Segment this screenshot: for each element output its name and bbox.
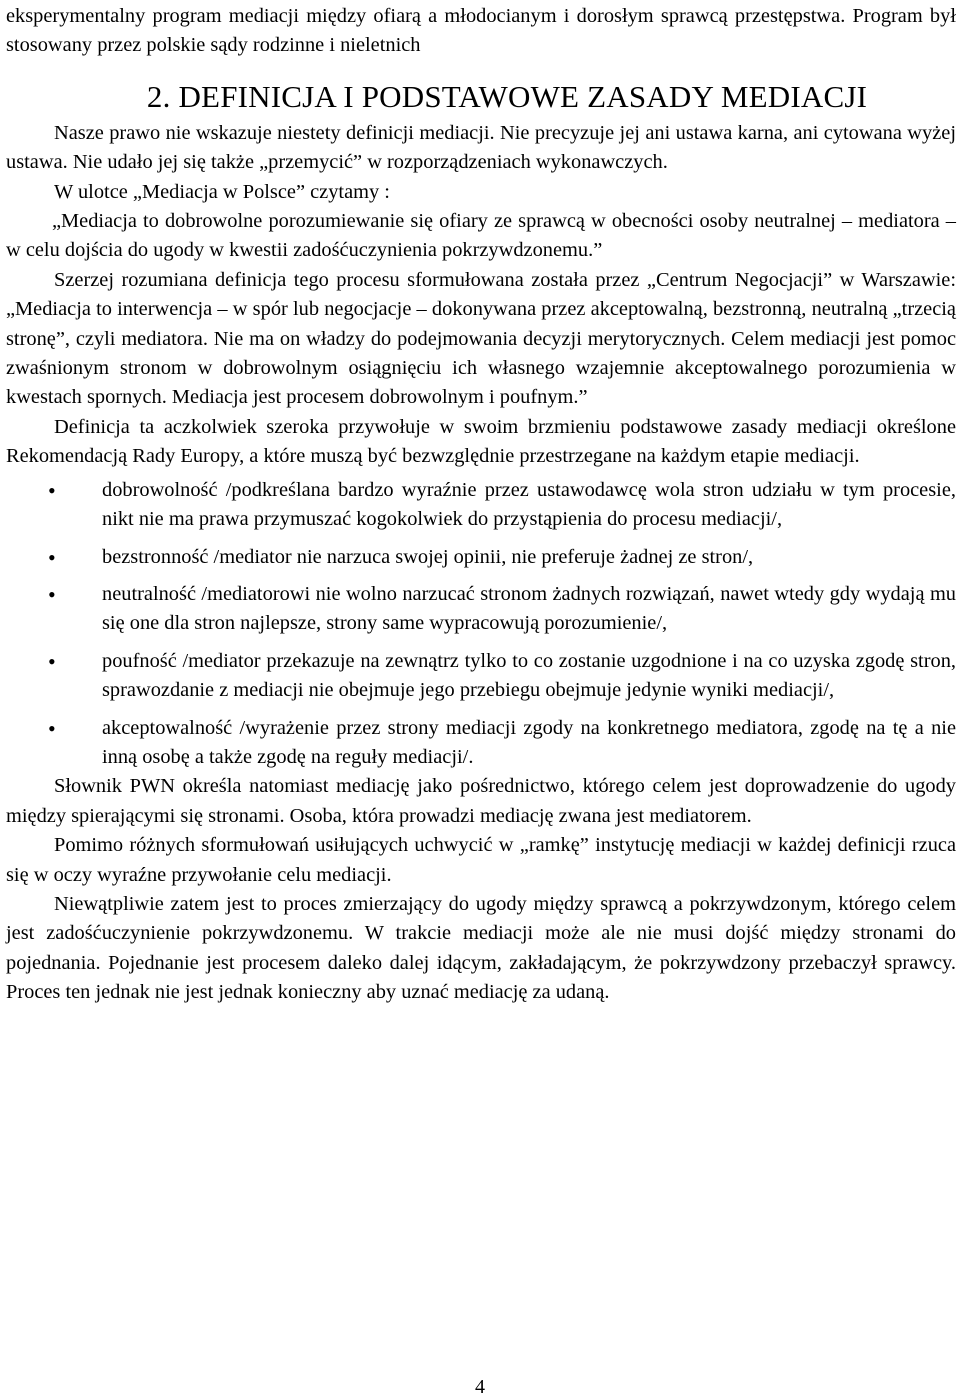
bullet-icon: •	[48, 477, 56, 503]
paragraph-pwn-dictionary: Słownik PWN określa natomiast mediację jako pośrednictwo, którego celem jest doprowadzenie do ugody między spierającymi się stronami. Osoba, która prowadzi mediację zwana jest mediatorem.	[6, 775, 956, 827]
paragraph-leaflet-quote: „Mediacja to dobrowolne porozumiewanie się ofiary ze sprawcą w obecności osoby neutralnej – mediatora – w celu dojścia do ugody w kwestii zadośćuczynienia pokrzywdzonemu.”	[6, 210, 956, 262]
bullet-icon: •	[48, 581, 56, 607]
paragraph-council-europe: Definicja ta aczkolwiek szeroka przywołuje w swoim brzmieniu podstawowe zasady mediacji określone Rekomendacją Rady Europy, a które muszą być bezwzględnie przestrzegane na każdym etapie mediacji.	[6, 415, 956, 468]
principles-list	[6, 476, 956, 773]
list-item-text: dobrowolność /podkreślana bardzo wyraźnie przez ustawodawcę wola stron udziału w tym procesie, nikt nie ma prawa przymuszać kogokolwiek do przystąpienia do procesu mediacji/,	[102, 478, 956, 531]
document-page	[6, 2, 956, 1008]
list-item-acceptability	[6, 714, 956, 773]
section-heading: 2. DEFINICJA I PODSTAWOWE ZASADY MEDIACJI	[146, 78, 868, 114]
bullet-icon: •	[48, 715, 56, 741]
paragraph-definition-lack: Nasze prawo nie wskazuje niestety definicji mediacji. Nie precyzuje jej ani ustawa karna, ani cytowana wyżej ustawa. Nie udało jej się także „przemycić” w rozporządzeniach wykonawczych.	[6, 121, 956, 174]
list-item-text: poufność /mediator przekazuje na zewnątrz tylko to co zostanie uzgodnione i na co uzyska zgodę stron, sprawozdanie z mediacji nie obejmuje jego przebiegu obejmuje jedynie wyniki mediacji/,	[102, 649, 956, 702]
list-item-text: bezstronność /mediator nie narzuca swojej opinii, nie preferuje żadnej ze stron/,	[102, 545, 754, 568]
intro-paragraph: eksperymentalny program mediacji między ofiarą a młodocianym i dorosłym sprawcą przestępstwa. Program był stosowany przez polskie sądy rodzinne i nieletnich	[6, 5, 956, 57]
paragraph-conclusion: Niewątpliwie zatem jest to proces zmierzający do ugody między sprawcą a pokrzywdzonym, którego celem jest zadośćuczynienie pokrzywdzonemu. W trakcie mediacji może ale nie musi dojść między stronami do pojednania. Pojednanie jest procesem daleko dalej idącym, zakładającym, że pokrzywdzony przebaczył sprawcy. Proces ten jednak nie jest jednak konieczny aby uznać mediację za udaną.	[6, 892, 956, 1004]
list-item-neutrality	[6, 580, 956, 639]
section-heading-wrap	[6, 77, 956, 117]
list-item-voluntariness	[6, 476, 956, 535]
paragraph-frame-goal: Pomimo różnych sformułowań usiłujących uchwycić w „ramkę” instytucję mediacji w każdej definicji rzuca się w oczy wyraźne przywołanie celu mediacji.	[6, 834, 956, 886]
paragraph-centrum-definition: Szerzej rozumiana definicja tego procesu sformułowana została przez „Centrum Negocjacji” w Warszawie: „Mediacja to interwencja – w spór lub negocjacje – dokonywana przez akceptowalną, bezstronną, neutralną „trzecią stronę”, czyli mediatora. Nie ma on władzy do podejmowania decyzji merytorycznych. Celem mediacji jest pomoc zwaśnionym stronom w dobrowolnym osiągnięciu ich własnego wzajemnie akceptowalnego porozumienia w kwestach spornych. Mediacja jest procesem dobrowolnym i poufnym.”	[6, 268, 956, 409]
bullet-icon: •	[48, 544, 56, 570]
list-item-impartiality	[6, 543, 956, 572]
paragraph-leaflet-intro: W ulotce „Mediacja w Polsce” czytamy :	[54, 180, 390, 203]
list-item-text: neutralność /mediatorowi nie wolno narzucać stronom żadnych rozwiązań, nawet wtedy gdy wydają mu się one dla stron najlepsze, strony same wypracowują porozumienie/,	[102, 582, 956, 635]
list-item-text: akceptowalność /wyrażenie przez strony mediacji zgody na konkretnego mediatora, zgodę na tę a nie inną osobę a także zgodę na reguły mediacji/.	[102, 716, 956, 768]
list-item-confidentiality	[6, 647, 956, 706]
bullet-icon: •	[48, 648, 56, 674]
page-number: 4	[475, 1376, 485, 1398]
